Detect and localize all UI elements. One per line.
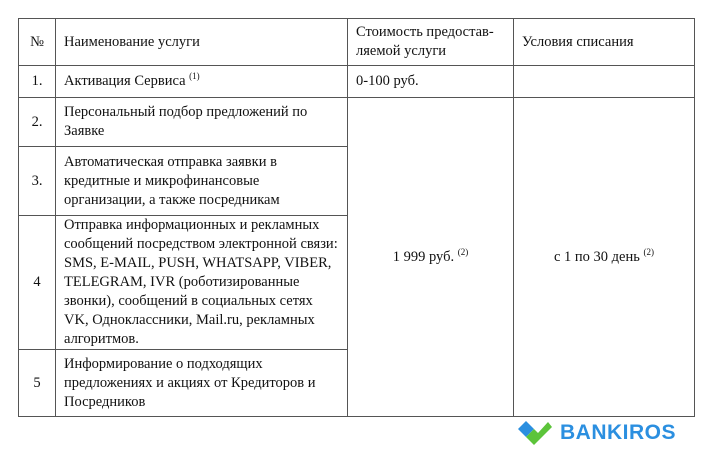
table-row (19, 98, 695, 147)
header-name: Наименование услуги (56, 19, 348, 66)
terms-value: с 1 по 30 день (553, 248, 640, 265)
row-name: Информирование о подходящих предложениях и акциях от Кредиторов и Посредников (56, 350, 348, 417)
row-terms (514, 66, 695, 98)
row-name (56, 66, 348, 98)
row-name: Персональный подбор предложений по Заявке (56, 98, 348, 147)
row-cost: 0-100 руб. (348, 66, 514, 98)
header-terms: Условия списания (514, 19, 695, 66)
row-name: Отправка информационных и рекламных сообщений посредством электронной связи: SMS, E-MAIL, PUSH, WHATSAPP, VIBER, TELEGRAM, IVR (роботизированные звонки), сообщений в социальных сетях VK, Одноклассники, Mail.ru, рекламных алгоритмов. (56, 216, 348, 350)
table-row (19, 66, 695, 98)
row-name: Автоматическая отправка заявки в кредитные и микрофинансовые организации, а также посредникам (56, 147, 348, 216)
row-num: 1. (19, 66, 56, 98)
table-header-row (19, 19, 695, 66)
bankiros-logo (518, 420, 676, 446)
row-num: 5 (19, 350, 56, 417)
service-name: Активация Сервиса (64, 73, 186, 89)
footnote: (2) (643, 246, 654, 257)
row-num: 3. (19, 147, 56, 216)
header-cost: Стоимость предостав-ляемой услуги (348, 19, 514, 66)
header-num: № (19, 19, 56, 66)
merged-cost (348, 98, 514, 417)
footnote: (1) (189, 71, 200, 81)
row-num: 2. (19, 98, 56, 147)
footnote: (2) (457, 246, 469, 257)
checkmark-logo-icon (518, 420, 552, 446)
cost-value: 1 999 руб. (392, 248, 455, 265)
services-table (18, 18, 695, 417)
logo-text: BANKIROS (560, 421, 677, 444)
row-num: 4 (19, 216, 56, 350)
merged-terms (514, 98, 695, 417)
